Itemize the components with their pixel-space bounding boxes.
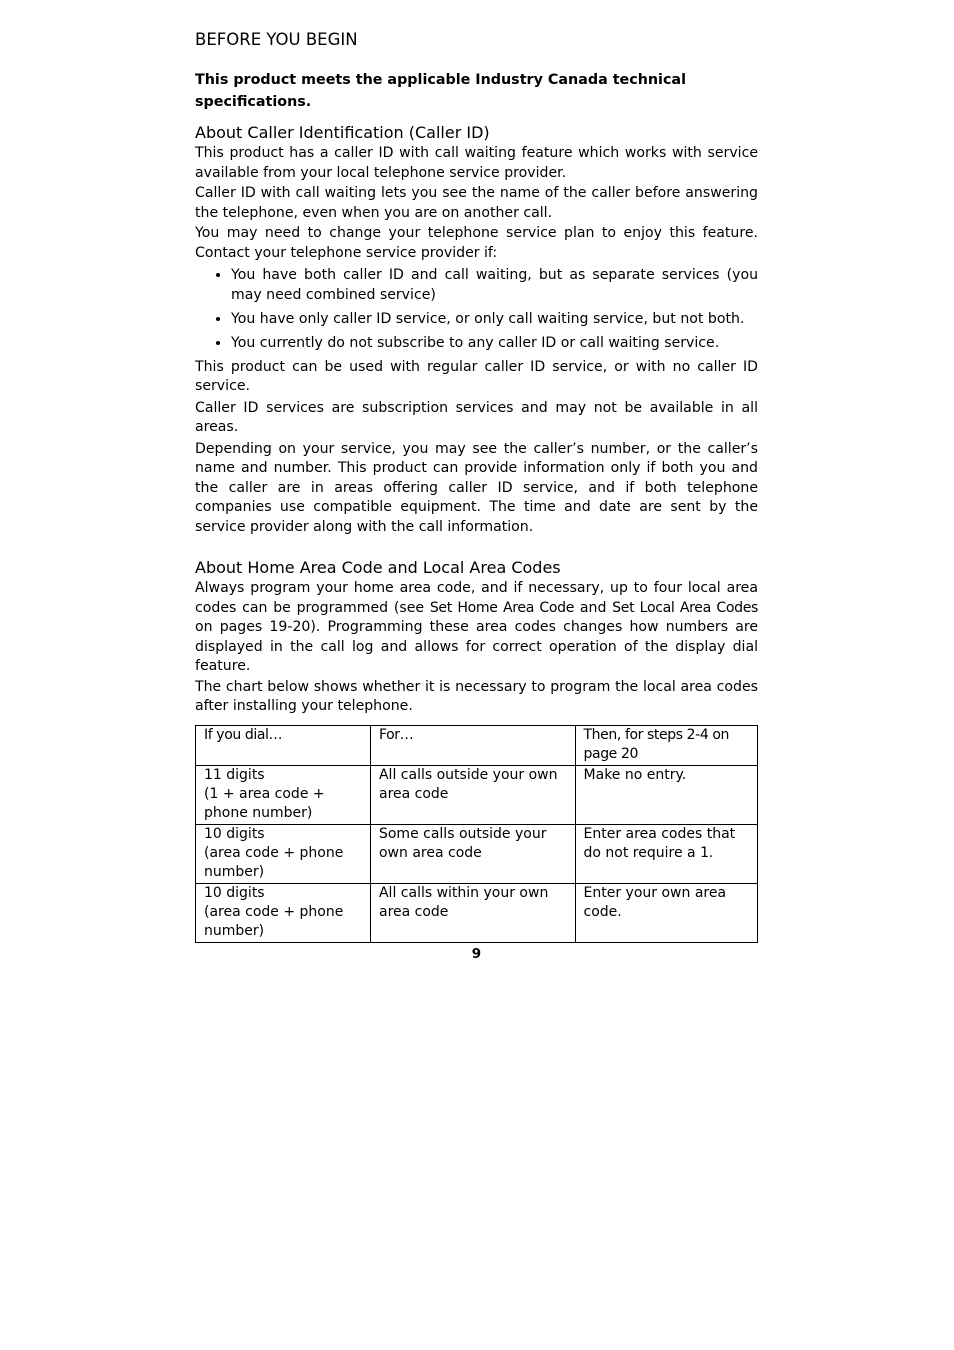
header-then-steps: Then, for steps 2-4 on page 20 [575,725,757,765]
table-cell: Make no entry. [575,765,757,824]
cell-text: . [708,844,714,861]
table-cell: Enter your own area code. [575,883,757,942]
compliance-notice: This product meets the applicable Industry Canada technical specifications. [195,72,686,110]
set-home-area-code-reference: Set Home Area Code [429,599,575,616]
service-conditions-list [195,266,758,353]
table-cell: Some calls outside your own area code [370,824,575,883]
list-item: • You have only caller ID service, or only call waiting service, but not both. [231,310,758,330]
paragraph-text: and [574,599,613,616]
paragraph-text: on pages 19-20). Programming these area codes changes how numbers are displayed in the call log and allows for correct operation of the display dial feature. [195,619,758,674]
cell-text: Enter area codes that do not require a [583,825,736,861]
caller-id-paragraph-4: This product can be used with regular caller ID service, or with no caller ID service. [195,358,758,394]
caller-id-paragraph-6: Depending on your service, you may see the caller’s number, or the caller’s name and number. This product can provide information only if both you and the caller are in areas offering caller ID service, and if both telephone companies use compatible equipment. The time and date are sent by the service provider along with the call information. [195,440,758,535]
area-codes-section-title: About Home Area Code and Local Area Codes [195,558,561,577]
caller-id-paragraph-5: Caller ID services are subscription services and may not be available in all areas. [195,399,758,435]
page-heading: BEFORE YOU BEGIN [195,30,358,49]
area-codes-paragraph-2: The chart below shows whether it is necessary to program the local area codes after installing your telephone. [195,678,758,714]
table-row [196,824,758,883]
caller-id-paragraph-2: Caller ID with call waiting lets you see the name of the caller before answering the telephone, even when you are on another call. [195,185,758,221]
table-cell: 10 digits (area code + phone number) [196,883,371,942]
table-cell: 11 digits (1 + area code + phone number) [196,765,371,824]
list-item: • You currently do not subscribe to any caller ID or call waiting service. [231,334,758,354]
table-cell: 10 digits (area code + phone number) [196,824,371,883]
table-cell: All calls within your own area code [370,883,575,942]
page-number: 9 [471,945,482,962]
set-local-area-codes-reference: Set Local Area Codes [612,599,759,616]
caller-id-paragraph-3: You may need to change your telephone service plan to enjoy this feature. Contact your telephone service provider if: [195,225,758,261]
caller-id-paragraph-1: This product has a caller ID with call waiting feature which works with service available from your local telephone service provider. [195,145,758,181]
table-cell [575,824,757,883]
key-one: 1 [700,844,709,861]
paragraph-text: Always program your home area code, and if necessary, up to four local area codes can be programmed (see [195,580,758,616]
table-cell: All calls outside your own area code [370,765,575,824]
table-header-row [196,725,758,765]
area-codes-paragraph-1 [195,579,758,677]
list-item: • You have both caller ID and call waiting, but as separate services (you may need combined service) [231,266,758,305]
area-code-chart [195,725,758,943]
caller-id-section-title: About Caller Identification (Caller ID) [195,123,490,142]
table-row [196,765,758,824]
header-if-you-dial: If you dial… [196,725,371,765]
page-content [195,30,758,962]
header-for: For… [370,725,575,765]
table-row [196,883,758,942]
